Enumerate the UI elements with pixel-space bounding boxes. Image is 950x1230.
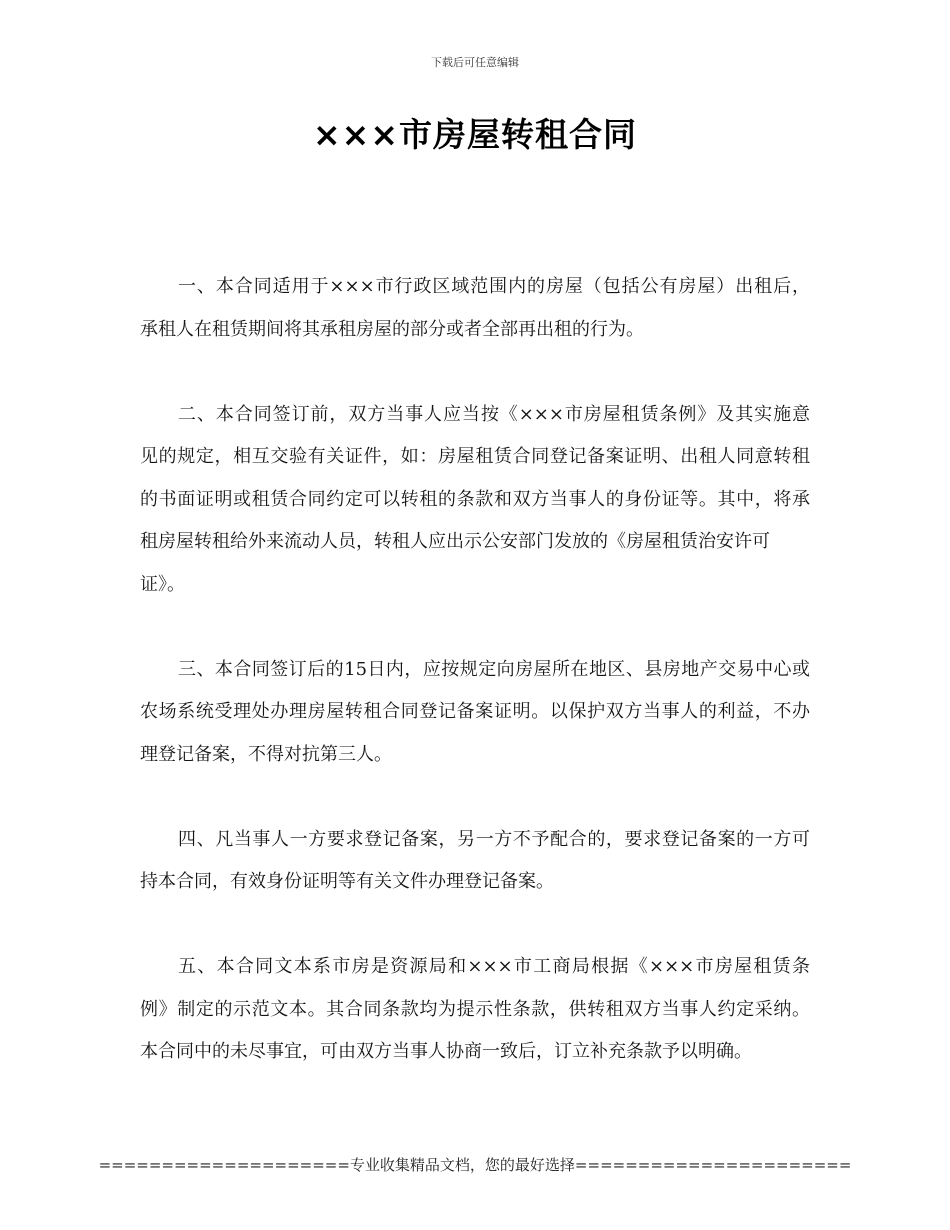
paragraph-line: 租房屋转租给外来流动人员，转租人应出示公安部门发放的《房屋租赁治安许可 [140,531,770,552]
contract-body [140,266,810,1074]
paragraph-line: 见的规定，相互交验有关证件，如：房屋租赁合同登记备案证明、出租人同意转租 [140,446,810,467]
paragraph-line: 四、凡当事人一方要求登记备案，另一方不予配合的，要求登记备案的一方可 [178,828,810,850]
page-footer: ====================专业收集精品文档，您的最好选择====================== [98,1156,852,1174]
header-note: 下载后可任意编辑 [431,56,519,69]
paragraph-line: 证》。 [140,573,185,595]
paragraph-line: 一、本合同适用于×××市行政区域范围内的房屋（包括公有房屋）出租后， [178,276,810,297]
paragraph-line: 二、本合同签订前，双方当事人应当按《×××市房屋租赁条例》及其实施意 [178,403,810,425]
clause-4 [140,819,810,904]
clause-2 [140,394,810,607]
paragraph-line: 本合同中的未尽事宜，可由双方当事人协商一致后，订立补充条款予以明确。 [140,1041,752,1062]
paragraph-line: 持本合同，有效身份证明等有关文件办理登记备案。 [140,871,554,892]
clause-5 [140,946,810,1074]
clause-3 [140,649,810,777]
paragraph-line: 例》制定的示范文本。其合同条款均为提示性条款，供转租双方当事人约定采纳。 [140,998,810,1020]
paragraph-line: 五、本合同文本系市房是资源局和×××市工商局根据《×××市房屋租赁条 [178,956,810,977]
document-title: ×××市房屋转租合同 [313,115,637,154]
paragraph-line: 承租人在租赁期间将其承租房屋的部分或者全部再出租的行为。 [140,318,644,340]
paragraph-line: 的书面证明或租赁合同约定可以转租的条款和双方当事人的身份证等。其中，将承 [140,488,810,510]
paragraph-line: 理登记备案，不得对抗第三人。 [140,743,392,765]
clause-1 [140,266,810,351]
paragraph-line: 农场系统受理处办理房屋转租合同登记备案证明。以保护双方当事人的利益，不办 [140,701,810,722]
paragraph-line: 三、本合同签订后的15日内，应按规定向房屋所在地区、县房地产交易中心或 [178,658,810,680]
